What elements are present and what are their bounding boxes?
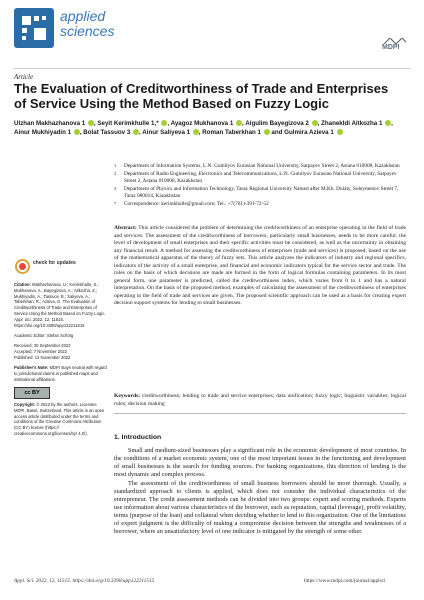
doi-link[interactable]: 2022, 12, 11515. https://doi.org/10.3390/app122211515 — [14, 316, 85, 328]
author-list — [14, 119, 406, 137]
publisher-name: MDPI — [382, 44, 400, 51]
journal-logo — [14, 8, 54, 48]
orcid-icon[interactable] — [88, 120, 94, 126]
affiliation: 2 Department of Radio Engineering, Electronics and Telecommunications, L.N. Gumilyov Eurasian National University, Satpayev Street 2, Astana 010008, Kazakhstan — [114, 170, 397, 184]
publisher-logo[interactable] — [382, 38, 408, 56]
publisher-note: Publisher's Note: MDPI stays neutral with regard to jurisdictional claims in published maps and institutional affiliations. — [14, 365, 107, 382]
paragraph: Small and medium-sized businesses play a significant role in the economic development of most countries. In the conditions of a market economic system, one of the most important issues in the functioning and development of small businesses is the search for funding sources. For banking organizations, this direction of lending is the most dynamic and complex process. — [114, 447, 406, 479]
paragraph: The assessment of the creditworthiness of small business borrowers should be more thorough. Usually, a standardized approach to clients is applied, which does not consider the individual characteristics of the entrepreneur. The credit assessment methods can be divided into two groups: expert and scoring methods. Experts use information about various characteristics of the borrower, such as reputation, capital (leverage), profit volatility, terms (purpose of the loan) and collateral when deciding whether to lend to this organization. One of the limitations of expert judgment is the difficulty of making a compromise decision between the strengths and weaknesses of a borrower, where an unsatisfactory level of one indicator is mitigated by the strength of some other. — [114, 479, 406, 536]
author[interactable]: Ulzhan Makhazhanova 1 , — [14, 120, 96, 127]
received-date: Received: 30 September 2022 — [14, 343, 71, 349]
author[interactable]: Ainur Saliyeva 1 , — [142, 129, 201, 136]
journal-name-line1: applied — [60, 8, 106, 24]
dates — [14, 343, 108, 360]
author[interactable]: Roman Taberkhan 1 — [202, 129, 269, 136]
affiliations — [114, 163, 404, 208]
footer-journal-url[interactable]: https://www.mdpi.com/journal/applsci — [304, 578, 386, 584]
abstract-label: Abstract: — [114, 225, 137, 231]
section-body — [114, 447, 406, 537]
citation: Citation: Makhazhanova, U.; Kerimkhulle, S.; Mukhanova, A.; Bayegizova, A.; Aitkozha, Z.; Mukhiyadin, A.; Tassuov, B.; Saliyeva, A.; Taberkhan, R.; Azieva, G. The Evaluation of Creditworthiness of Trade and Enterprises of Service Using the Method Based on Fuzzy Logic. Appl. Sci. 2022, 12, 11515. https://doi.org/10.3390/app122211515 — [14, 282, 106, 328]
orcid-icon[interactable] — [264, 129, 270, 135]
author[interactable]: Seyit Kerimkhulle 1,* , — [97, 120, 170, 127]
check-updates-label: check for updates — [33, 260, 76, 266]
orcid-icon[interactable] — [193, 129, 199, 135]
accepted-date: Accepted: 7 November 2022 — [14, 348, 68, 354]
published-date: Published: 13 November 2022 — [14, 354, 71, 360]
abstract — [114, 225, 406, 308]
abstract-text: This article considered the problem of determining the creditworthiness of an enterprise operating in the field of trade and services. The assessment of the creditworthiness of borrowers, particularly small businesses, needs to be more careful: the level of development of small enterprises and their specific activities must be considered, as well as the uncertainty in obtaining any financial result. A method for assessing the creditworthiness of enterprises (trade and services) is proposed, based on the use of the mathematical apparatus of the theory of fuzzy sets. This article analyzes the indicators of industry and regional specifics, indicators of the activity of a small enterprise, and financial and economic indicators typical for the service sector and trade. The rules on the basis of which decisions are made are formed in the form of logical formulas containing parameters. In its most general form, one parameter is predicted, called the creditworthiness index, which varies from 0 to 1 and has a natural interpretation. On the basis of the proposed method, examples of calculating the assessment of the creditworthiness of enterprises operating in the field of trade and services are given. The proposed scientific approach can be used as a basis for creating expert decision support systems for lending to small businesses. — [114, 225, 406, 306]
orcid-icon[interactable] — [385, 120, 391, 126]
section-heading: 1. Introduction — [114, 434, 162, 441]
article-sidebar — [14, 258, 108, 441]
header-divider — [14, 68, 410, 69]
affiliation: 1 Department of Information Systems, L.N. Gumilyov Eurasian National University, Satpayev Street 2, Astana 010008, Kazakhstan — [114, 163, 400, 169]
abstract-divider — [114, 413, 406, 414]
orcid-icon[interactable] — [133, 129, 139, 135]
orcid-icon[interactable] — [236, 120, 242, 126]
check-for-updates-button[interactable] — [14, 258, 108, 276]
journal-name-line2: sciences — [60, 23, 115, 39]
author[interactable]: Ayagoz Mukhanova 1 , — [170, 120, 244, 127]
keywords-label: Keywords: — [114, 393, 141, 399]
affiliation: 3 Department of Physics and Information Technology, Taraz Regional University Named after M.Kh. Dulaty, Suleymenov Street 7, Taraz 080014, Kazakhstan — [114, 185, 399, 199]
author[interactable]: Aigulim Bayegizova 2 , — [245, 120, 320, 127]
orcid-icon[interactable] — [337, 129, 343, 135]
article-type: Article — [14, 73, 34, 81]
author[interactable]: and Gulmira Azieva 1 — [271, 129, 342, 136]
orcid-icon[interactable] — [161, 120, 167, 126]
author[interactable]: Zhanekldi Aitkozha 1 , — [321, 120, 393, 127]
orcid-icon[interactable] — [74, 129, 80, 135]
copyright: Copyright: © 2022 by the authors. Licensee MDPI, Basel, Switzerland. This article is an open access article distributed under the terms and conditions of the Creative Commons Attribution (CC BY) license (https:// creativecommons.org/licenses/by/ 4.0/). — [14, 401, 105, 436]
correspondence[interactable]: * Correspondence: kerimkhulle@gmail.com; Tel.: +7(701)-391-72-52 — [114, 200, 269, 207]
article-title: The Evaluation of Creditworthiness of Trade and Enterprises of Service Using the Method Based on Fuzzy Logic — [14, 81, 389, 111]
cc-by-license-badge[interactable]: cc BY — [14, 387, 50, 399]
orcid-icon[interactable] — [312, 120, 318, 126]
author[interactable]: Bolat Tassuov 3 , — [83, 129, 141, 136]
keywords — [114, 393, 406, 408]
journal-name[interactable] — [60, 9, 114, 39]
journal-header — [14, 8, 410, 66]
footer-citation[interactable]: Appl. Sci. 2022, 12, 11515. https://doi.org/10.3390/app122211515 — [14, 578, 155, 584]
check-updates-icon — [15, 259, 30, 274]
author[interactable]: Ainur Mukhiyadin 1 , — [14, 129, 82, 136]
keywords-text: creditworthiness; lending to trade and service enterprises; data unification; fuzzy logic; linguistic variables; logical rules; decision making — [114, 393, 406, 407]
academic-editor: Academic Editor: Stefan Schörg — [14, 332, 74, 338]
